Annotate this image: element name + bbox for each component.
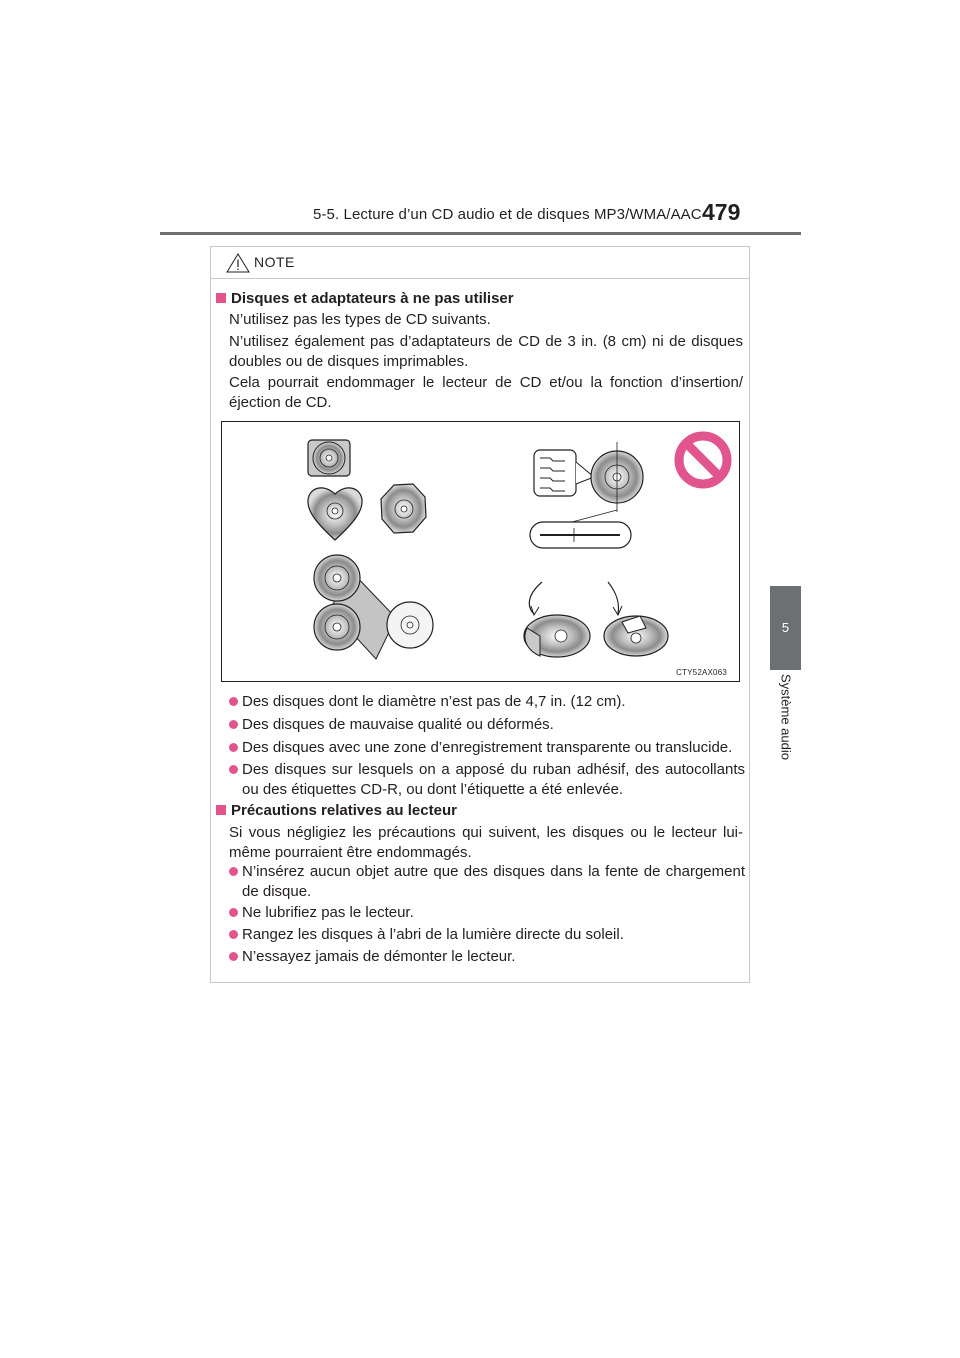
list-item <box>229 715 745 735</box>
unsupported-discs-figure <box>221 421 740 682</box>
list-item-text: Des disques dont le diamètre n’est pas de 4,7 in. (12 cm). <box>242 693 626 710</box>
transparent-disc-icon <box>387 602 433 648</box>
heart-cd-icon <box>308 488 362 540</box>
chapter-tab-label-text: Système audio <box>778 674 793 760</box>
section-title-precautions <box>216 801 457 821</box>
prohibited-icon <box>679 436 727 484</box>
section-square-icon <box>216 805 226 815</box>
list-item-text: Ne lubrifiez pas le lecteur. <box>242 904 414 921</box>
list-item-text: Des disques avec une zone d’enregistrement transparente ou translucide. <box>242 739 733 756</box>
page-number: 479 <box>702 199 741 225</box>
note-label: NOTE <box>254 254 295 270</box>
list-item <box>229 947 745 967</box>
bullet-icon <box>229 908 238 917</box>
section-title-disques <box>216 289 514 309</box>
list-item-text: Des disques sur lesquels on a apposé du ruban adhésif, des autocollants ou des étiquettes CD-R, ou dont l’étiquette a été enlevée. <box>242 761 745 798</box>
bullet-icon <box>229 867 238 876</box>
list-item <box>229 692 745 712</box>
chapter-tab <box>770 586 801 670</box>
list-item-text: N’insérez aucun objet autre que des disques dans la fente de chargement de disque. <box>242 863 745 900</box>
square-cd-icon <box>308 440 350 476</box>
bullet-icon <box>229 930 238 939</box>
bullet-icon <box>229 697 238 706</box>
chapter-title: 5-5. Lecture d’un CD audio et de disques MP3/WMA/AAC <box>313 206 702 223</box>
list-item-text: Des disques de mauvaise qualité ou déformés. <box>242 716 554 733</box>
list-item <box>229 738 745 758</box>
octagon-cd-icon <box>381 484 426 533</box>
list-item <box>229 925 745 945</box>
list-item-text: N’essayez jamais de démonter le lecteur. <box>242 948 516 965</box>
section-title-text: Disques et adaptateurs à ne pas utiliser <box>231 290 514 307</box>
bullet-icon <box>229 765 238 774</box>
paragraph: Si vous négligiez les précautions qui suivent, les disques ou le lecteur lui-même pourraient être endommagés. <box>229 824 743 861</box>
paragraph: Cela pourrait endommager le lecteur de CD et/ou la fonction d’insertion/ éjection de CD. <box>229 374 743 411</box>
list-item-text: Rangez les disques à l’abri de la lumière directe du soleil. <box>242 926 624 943</box>
bullet-icon <box>229 952 238 961</box>
paragraph: N’utilisez également pas d’adaptateurs de CD de 3 in. (8 cm) ni de disques doubles ou de disques imprimables. <box>229 333 743 370</box>
section-square-icon <box>216 293 226 303</box>
bullet-icon <box>229 743 238 752</box>
printable-disc-icon <box>530 442 643 548</box>
chapter-tab-number: 5 <box>781 620 790 635</box>
bullet-icon <box>229 720 238 729</box>
figure-code: CTY52AX063 <box>676 668 727 677</box>
list-item <box>229 760 745 800</box>
figure-illustration <box>222 422 741 683</box>
list-item <box>229 903 745 923</box>
paragraph: N’utilisez pas les types de CD suivants. <box>229 311 491 328</box>
label-disc-icon <box>524 582 668 657</box>
warning-triangle-icon <box>226 253 250 273</box>
list-item <box>229 862 745 902</box>
note-box <box>210 246 750 983</box>
note-header <box>211 247 749 279</box>
small-cd-adapter-icon <box>314 555 396 659</box>
chapter-tab-label <box>770 672 801 762</box>
section-title-text: Précautions relatives au lecteur <box>231 802 457 819</box>
header-divider <box>160 232 801 235</box>
